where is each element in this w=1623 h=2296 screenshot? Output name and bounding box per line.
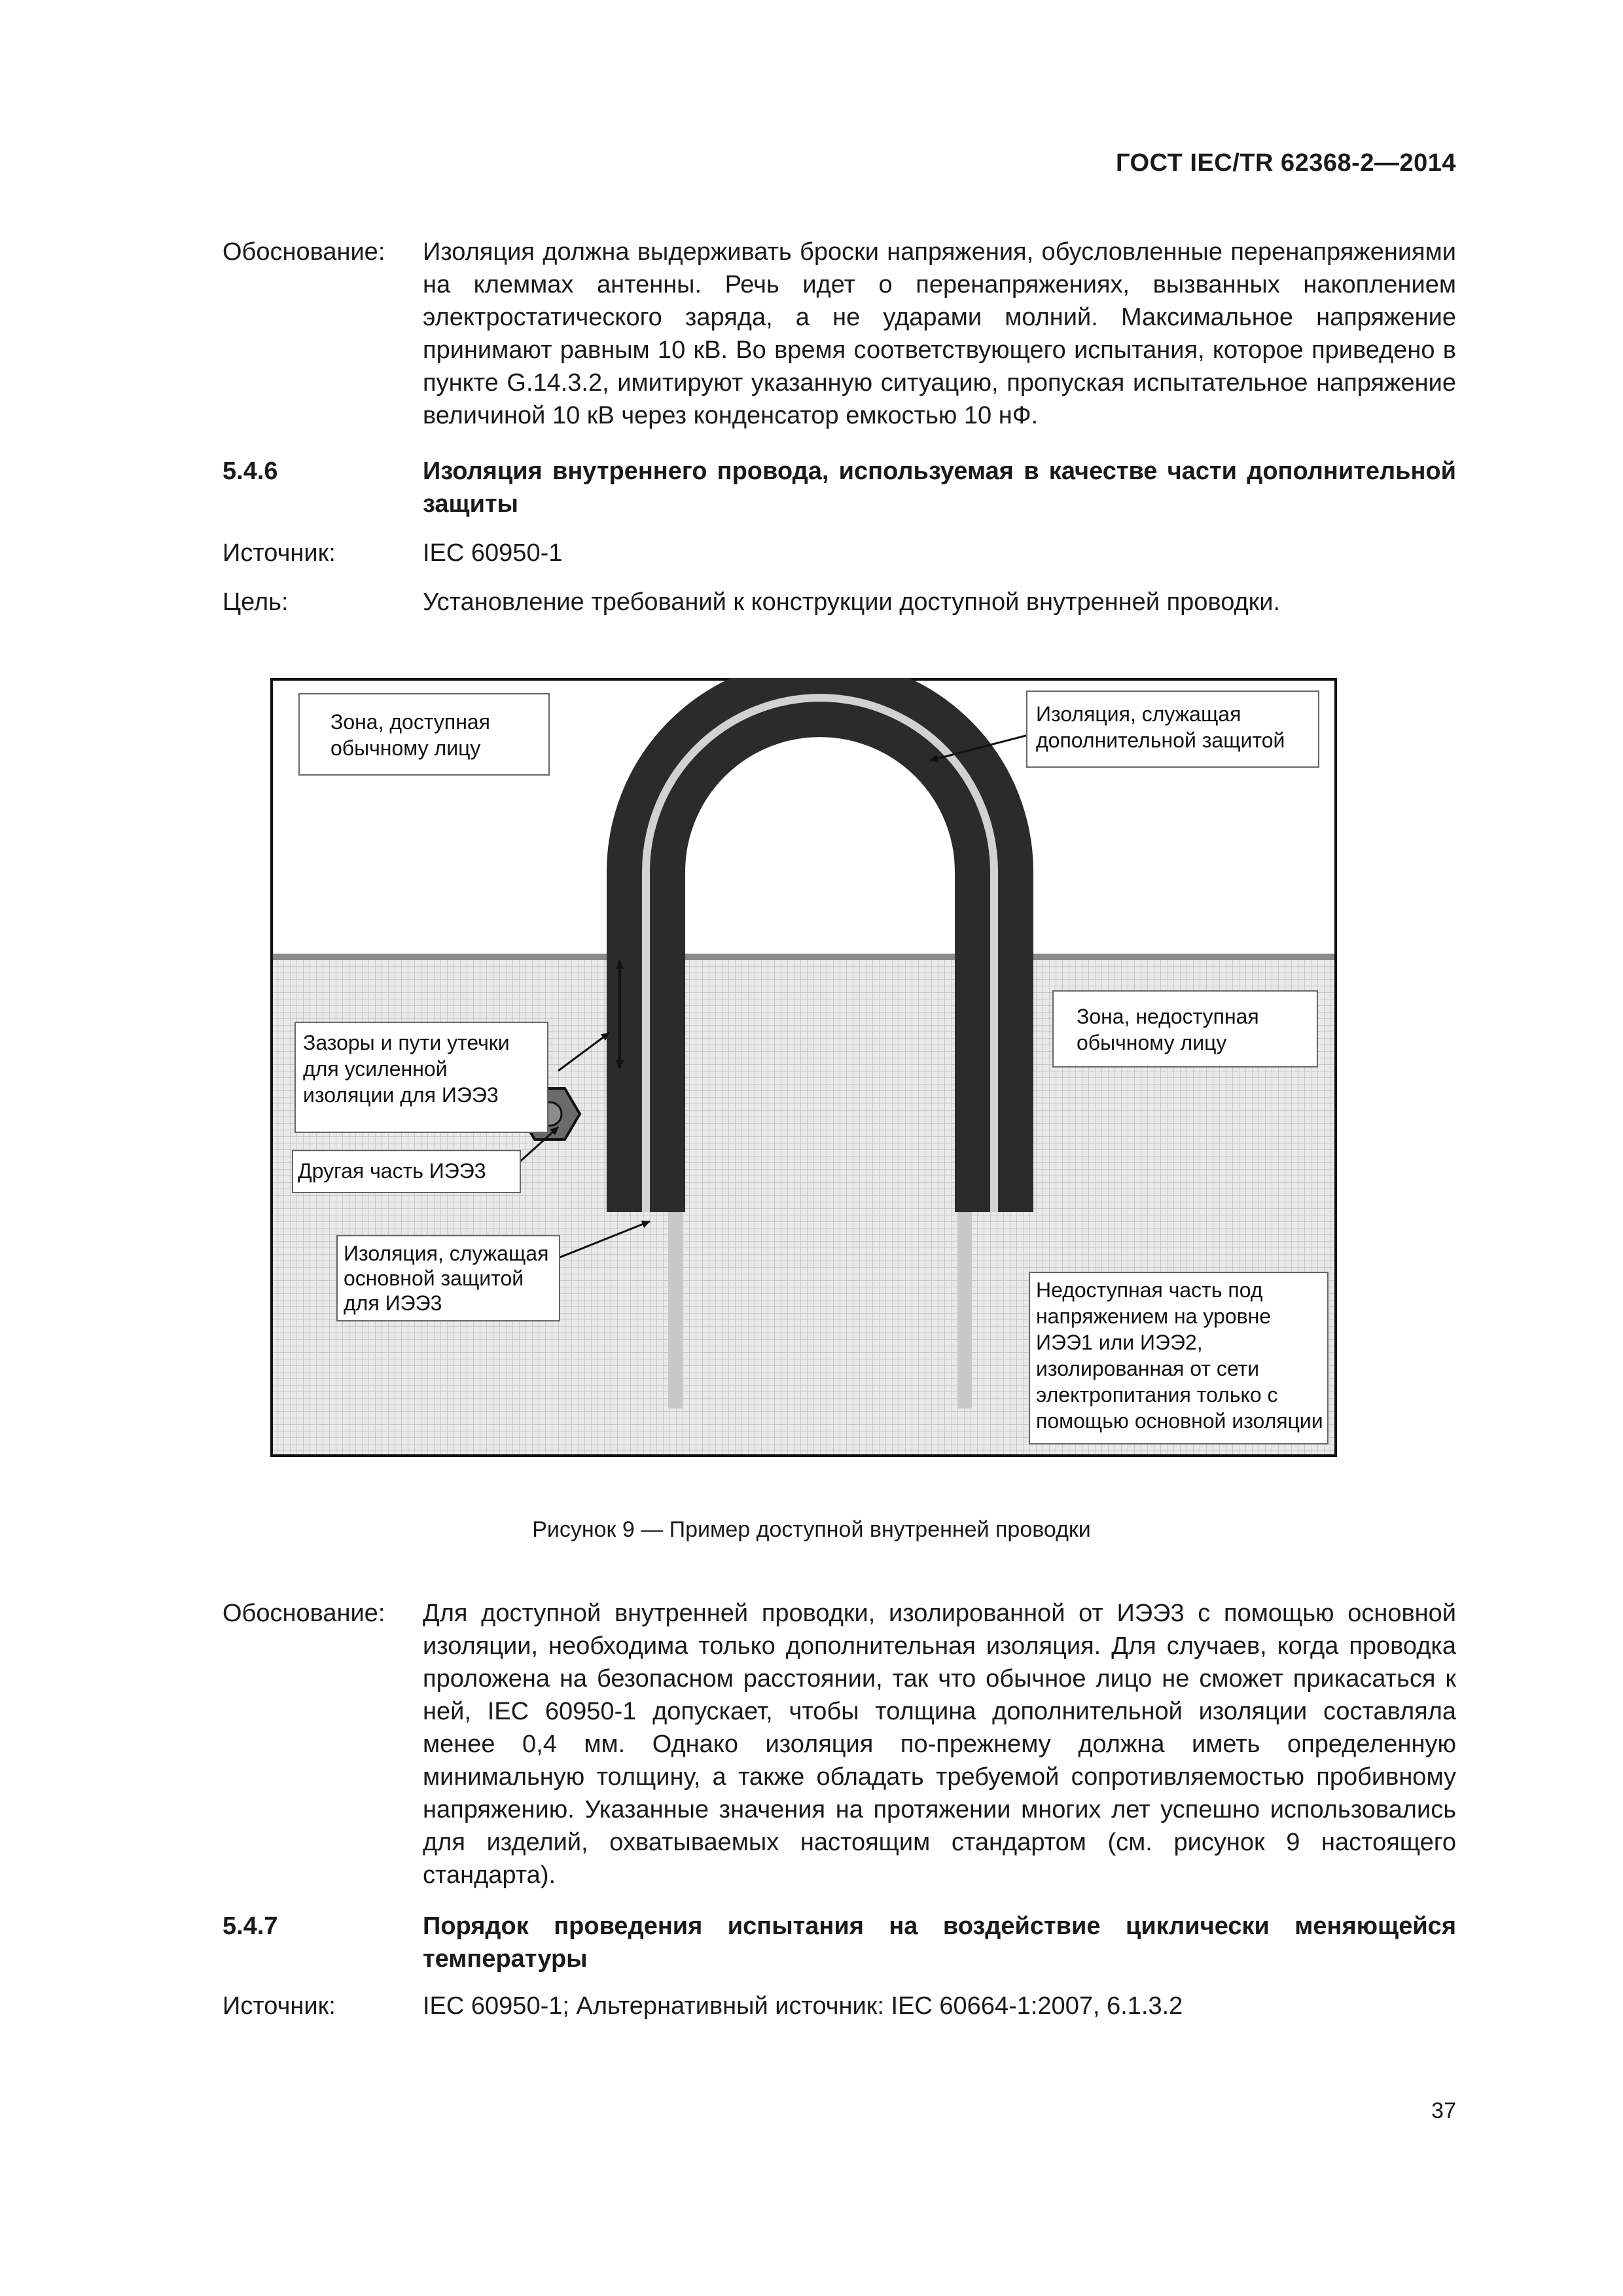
svg-text:напряжением на уровне: напряжением на уровне [1036, 1304, 1272, 1328]
label-inaccessible-part [1029, 1272, 1328, 1444]
label-clearances [295, 1022, 548, 1132]
svg-text:ИЭЭ1 или ИЭЭ2,: ИЭЭ1 или ИЭЭ2, [1036, 1331, 1203, 1354]
label-other-part [293, 1151, 520, 1193]
justification-text: Для доступной внутренней проводки, изолированной от ИЭЭ3 с помощью основной изоляции, необходима только дополнительная изоляция. Для случаев, когда проводка проложена на безопасном расстоянии, так что обычное лицо не сможет прикасаться к ней, IEC 60950-1 допускает, чтобы толщина дополнительной изоляции составляла менее 0,4 мм. Однако изоляция по-прежнему должна иметь определенную минимальную толщину, а также обладать требуемой сопротивляемостью пробивному напряжению. Указанные значения на протяжении многих лет успешно использовались для изделий, охватываемых настоящим стандартом (см. рисунок 9 настоящего стандарта). [423, 1600, 1456, 1889]
svg-text:Изоляция, служащая: Изоляция, служащая [1036, 702, 1241, 726]
svg-text:электропитания только с: электропитания только с [1036, 1383, 1278, 1407]
goal-value: Установление требований к конструкции доступной внутренней проводки. [423, 588, 1281, 616]
label-insulation-basic [337, 1236, 560, 1321]
source-label: Источник: [223, 539, 336, 567]
svg-text:Другая часть ИЭЭ3: Другая часть ИЭЭ3 [298, 1159, 486, 1183]
source-value: IEC 60950-1 [423, 539, 563, 567]
figure-caption: Рисунок 9 — Пример доступной внутренней проводки [532, 1517, 1091, 1542]
svg-text:помощью основной изоляции: помощью основной изоляции [1036, 1409, 1323, 1433]
svg-text:Зона, недоступная: Зона, недоступная [1077, 1005, 1259, 1028]
section-title: Изоляция внутреннего провода, используемая в качестве части дополнительной защиты [423, 457, 1456, 518]
svg-text:для ИЭЭ3: для ИЭЭ3 [344, 1291, 442, 1315]
justification-label: Обоснование: [223, 238, 385, 266]
figure-9-wiring-diagram [270, 678, 1337, 1457]
svg-text:обычному лицу: обычному лицу [330, 736, 481, 760]
section-number: 5.4.6 [223, 457, 278, 485]
label-zone-accessible [299, 694, 549, 775]
justification-label: Обоснование: [223, 1600, 385, 1627]
svg-text:дополнительной защитой: дополнительной защитой [1036, 728, 1285, 752]
svg-text:изоляции для ИЭЭ3: изоляции для ИЭЭ3 [303, 1083, 499, 1107]
goal-label: Цель: [223, 588, 289, 616]
svg-text:Зона, доступная: Зона, доступная [330, 710, 490, 734]
svg-text:Изоляция, служащая: Изоляция, служащая [344, 1242, 549, 1265]
section-title: Порядок проведения испытания на воздействие циклически меняющейся температуры [423, 1912, 1456, 1973]
document-code: ГОСТ IEC/TR 62368-2—2014 [1116, 149, 1456, 177]
svg-text:Недоступная часть под: Недоступная часть под [1036, 1278, 1263, 1302]
source-value: IEC 60950-1; Альтернативный источник: IEC 60664-1:2007, 6.1.3.2 [423, 1992, 1183, 2020]
svg-text:для усиленной: для усиленной [303, 1057, 448, 1081]
svg-text:Зазоры и пути утечки: Зазоры и пути утечки [303, 1031, 510, 1054]
label-zone-inaccessible [1053, 991, 1317, 1067]
basic-insulation-tail-left [668, 1212, 683, 1408]
source-label: Источник: [223, 1992, 336, 2020]
svg-text:обычному лицу: обычному лицу [1077, 1031, 1227, 1054]
label-insulation-supplementary [1027, 691, 1319, 767]
page-number: 37 [1431, 2098, 1456, 2123]
svg-text:изолированная от сети: изолированная от сети [1036, 1357, 1260, 1380]
section-number: 5.4.7 [223, 1912, 278, 1940]
justification-text: Изоляция должна выдерживать броски напряжения, обусловленные перенапряжениями на клеммах антенны. Речь идет о перенапряжениях, вызванных накоплением электростатического заряда, а не ударами молний. Максимальное напряжение принимают равным 10 кВ. Во время соответствующего испытания, которое приведено в пункте G.14.3.2, имитируют указанную ситуацию, пропуская испытательное напряжение величиной 10 кВ через конденсатор емкостью 10 нФ. [423, 238, 1456, 429]
basic-insulation-tail-right [957, 1212, 972, 1408]
svg-text:основной защитой: основной защитой [344, 1266, 524, 1290]
